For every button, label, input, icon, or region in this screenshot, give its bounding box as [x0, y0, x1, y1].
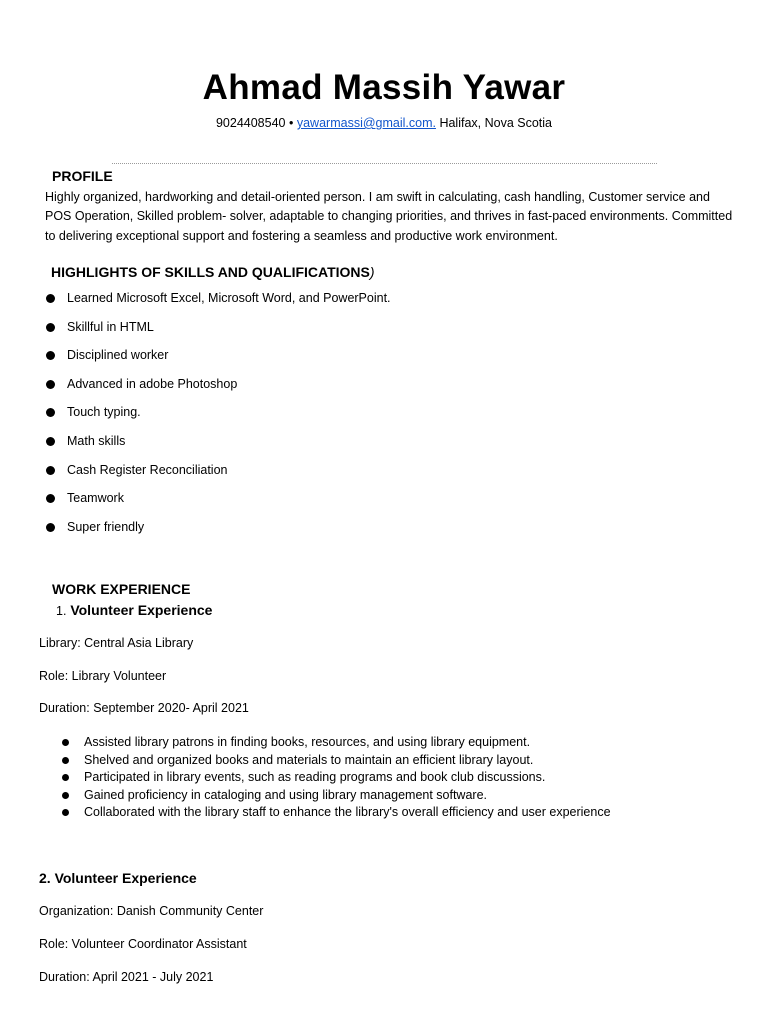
- job-1-number: 1.: [56, 604, 67, 618]
- candidate-name: Ahmad Massih Yawar: [202, 68, 566, 107]
- bullet-icon: [46, 408, 55, 417]
- profile-text: Highly organized, hardworking and detail-oriented person. I am swift in calculating, cash handling, Customer service and POS Operation, Skilled problem- solver, adaptable to changing priorities, and thrives in fast-paced environments. Committed to delivering exceptional support and fostering a seamless and productive work environment.: [45, 190, 733, 243]
- bullet-icon: [46, 294, 55, 303]
- work-experience-heading: WORK EXPERIENCE: [52, 581, 191, 597]
- job-2-role: Role: Volunteer Coordinator Assistant: [39, 937, 247, 951]
- contact-line: [0, 116, 768, 130]
- skills-heading-suffix: ): [369, 264, 375, 280]
- contact-separator: •: [288, 116, 294, 130]
- bullet-icon: [62, 757, 69, 764]
- phone-number: 9024408540: [215, 116, 286, 130]
- duty-text: Gained proficiency in cataloging and using library management software.: [84, 787, 488, 802]
- duty-text: Assisted library patrons in finding books, resources, and using library equipment.: [84, 735, 531, 749]
- skill-text: Cash Register Reconciliation: [67, 462, 228, 477]
- job-2-place: Organization: Danish Community Center: [39, 904, 264, 918]
- bullet-icon: [46, 494, 55, 503]
- skills-heading: [51, 264, 375, 280]
- job-1-title: Volunteer Experience: [70, 602, 213, 618]
- skill-text: Disciplined worker: [67, 348, 169, 363]
- skill-text: Touch typing.: [67, 405, 141, 420]
- profile-heading: PROFILE: [52, 168, 113, 184]
- skill-text: Super friendly: [67, 519, 145, 534]
- bullet-icon: [62, 809, 69, 816]
- bullet-icon: [62, 774, 69, 781]
- header-divider: [112, 163, 657, 164]
- bullet-icon: [46, 380, 55, 389]
- location: Halifax, Nova Scotia: [439, 116, 553, 130]
- skill-text: Teamwork: [67, 491, 124, 506]
- job-1-duration: Duration: September 2020- April 2021: [39, 701, 249, 715]
- duty-text: Participated in library events, such as reading programs and book club discussions.: [84, 770, 546, 785]
- bullet-icon: [62, 792, 69, 799]
- duty-text: Shelved and organized books and materials to maintain an efficient library layout.: [84, 752, 534, 767]
- bullet-icon: [46, 437, 55, 446]
- job-1-heading: [56, 602, 212, 618]
- bullet-icon: [46, 351, 55, 360]
- skill-text: Math skills: [67, 433, 126, 448]
- job-1-place: Library: Central Asia Library: [39, 636, 194, 650]
- duty-text: Collaborated with the library staff to enhance the library's overall efficiency and user experience: [84, 805, 611, 820]
- skill-text: Skillful in HTML: [67, 319, 154, 334]
- job-2-title: 2. Volunteer Experience: [39, 870, 197, 886]
- bullet-icon: [46, 466, 55, 475]
- job-2-duration: Duration: April 2021 - July 2021: [39, 970, 214, 984]
- job-1-role: Role: Library Volunteer: [39, 669, 167, 683]
- bullet-icon: [46, 523, 55, 532]
- bullet-icon: [46, 323, 55, 332]
- skills-heading-text: HIGHLIGHTS OF SKILLS AND QUALIFICATIONS: [51, 264, 370, 280]
- skill-text: Advanced in adobe Photoshop: [67, 376, 238, 391]
- skill-text: Learned Microsoft Excel, Microsoft Word, and PowerPoint.: [67, 291, 391, 305]
- email-link[interactable]: yawarmassi@gmail.com.: [296, 116, 436, 130]
- bullet-icon: [62, 739, 69, 746]
